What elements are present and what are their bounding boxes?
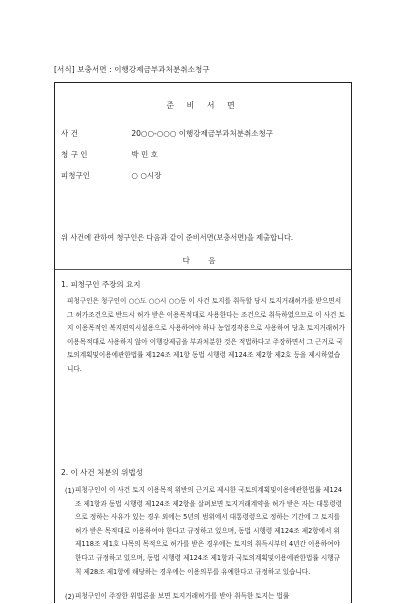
field-label: 사 건 bbox=[61, 129, 78, 138]
section-2-item-1: 피청구인이 이 사건 토지 이용목적 위반의 근거로 제시한 국토의계획및이용에관한법률 제124조 제1항과 동법 시행령 제124조 제2항을 살펴보면 토지거래계약을 허가 받은 자는 대통령령으로 정하는 사유가 있는 경우 외에는 5년의 범위에서 대통령령으로 정하는 기간에 그 토지를 허가 받은 목적대로 이용하여야 한다고 규정하고 있으며, 동법 시행령 제124조 제2항에서 위 제118조 제1호 나목의 목적으로 허가를 받은 경우에는 토지의 취득시부터 4년간 이용하여야 한다고 규정하고 있으며, 동법 시행령 제124조 제1항과 국토의계획및이용에관한법률 시행규칙 제28조 제1항에 해당하는 경우에는 이용의무를 유예한다고 규정하고 있습니다. bbox=[75, 486, 343, 576]
intro-text: 위 사건에 관하여 청구인은 다음과 같이 준비서면(보충서면)을 제출합니다. bbox=[61, 233, 294, 242]
field-value: ○ ○시장 bbox=[131, 171, 162, 180]
document-frame bbox=[54, 82, 352, 603]
field-claimant bbox=[61, 149, 158, 160]
item-number: (2) bbox=[65, 593, 75, 601]
section-1-paragraph: 피청구인은 청구인이 ○○도 ○○시 ○○동 이 사건 토지를 취득할 당시 토지거래허가를 받으면서 그 허가조건으로 반드시 허가 받은 이용목적대로 사용한다는 조건으로 취득하였으므로 이 사건 토지 이용목적인 복지편익시설용으로 사용하여야 하나 농업경작용으로 사용하여 당초 토지거래허가 이용목적대로 사용하지 않아 이행강제금을 부과처분한 것은 적법하다고 주장하면서 그 근거로 국토의계획및이용에관한법률 제124조 제1항 동법 시행령 제124조 제2항 제2호 등을 제시하였습니다. bbox=[67, 297, 345, 373]
divider bbox=[55, 269, 351, 270]
page-caption: [서식] 보충서면 : 이행강제금부과처분취소청구 bbox=[54, 65, 210, 74]
subtitle: 다 음 bbox=[182, 256, 224, 265]
item-number: (1) bbox=[65, 487, 75, 495]
section-1-heading: 1. 피청구인 주장의 요지 bbox=[61, 280, 141, 289]
document-title: 준 비 서 면 bbox=[166, 101, 240, 110]
field-label: 피청구인 bbox=[61, 171, 90, 180]
field-case bbox=[61, 128, 273, 139]
field-value: 박 민 호 bbox=[131, 150, 158, 159]
field-label: 청 구 인 bbox=[61, 150, 88, 159]
field-value: 20○○-○○○ 이행강제금부과처분취소청구 bbox=[131, 129, 273, 138]
section-2-heading: 2. 이 사건 처분의 위법성 bbox=[61, 468, 143, 477]
field-respondent bbox=[61, 170, 161, 181]
section-2-item-2: 피청구인이 주장한 위법론을 보면 토지거래허가를 받아 취득한 토지는 법률 bbox=[75, 592, 290, 600]
